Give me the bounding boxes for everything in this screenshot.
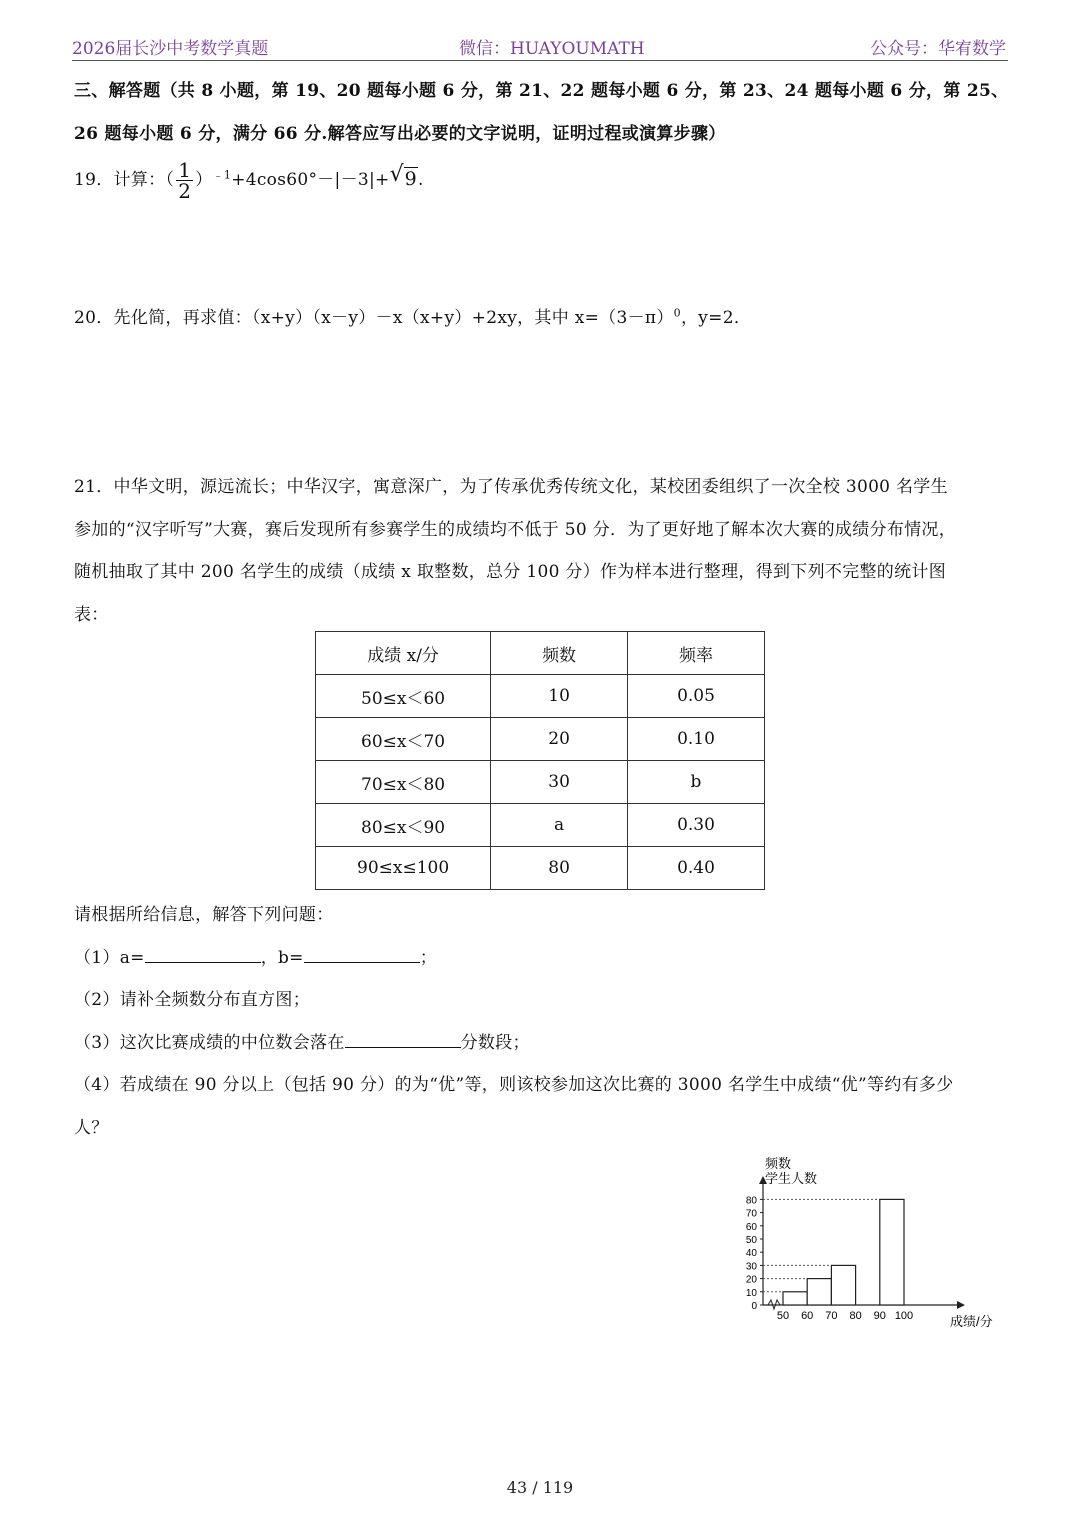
table-row xyxy=(316,718,765,761)
histogram-bar xyxy=(783,1292,807,1305)
section-title-line1: 三、解答题（共 8 小题，第 19、20 题每小题 6 分，第 21、22 题每小题 6 分，第 23、24 题每小题 6 分，第 25、 xyxy=(74,81,1009,101)
answer-blank-median[interactable] xyxy=(345,1033,461,1048)
header-right: 公众号：华宥数学 xyxy=(870,39,1006,59)
question-part-3 xyxy=(74,1028,530,1053)
histogram-chart xyxy=(735,1150,1010,1335)
table-row xyxy=(316,804,765,847)
q19-prefix: 19．计算：（ xyxy=(74,170,175,190)
table-row xyxy=(316,761,765,804)
q20-text: 20．先化简，再求值：（x+y）（x－y）－x（x+y）+2xy，其中 x=（3－π） xyxy=(74,308,674,328)
y-tick-label: 50 xyxy=(745,1235,757,1246)
question-part-4-line1: （4）若成绩在 90 分以上（包括 90 分）的为“优”等，则该校参加这次比赛的 3000 名学生中成绩“优”等约有多少 xyxy=(74,1075,954,1095)
y-axis-label-1: 频数 xyxy=(765,1156,792,1171)
q19-middle: +4cos60°－|－3|+ xyxy=(231,170,390,190)
header-left: 2026届长沙中考数学真题 xyxy=(72,39,269,59)
p3-b: 分数段； xyxy=(460,1033,530,1053)
q19-frac-den: 2 xyxy=(178,179,192,203)
table-header-cell: 频数 xyxy=(491,632,628,675)
q19-frac-num: 1 xyxy=(178,158,192,182)
y-tick-label: 0 xyxy=(751,1301,757,1312)
table-header-cell: 频率 xyxy=(627,632,764,675)
y-tick-label: 20 xyxy=(745,1274,757,1286)
table-cell: 0.05 xyxy=(627,675,764,718)
question-20 xyxy=(74,303,751,328)
table-cell: 50≤x＜60 xyxy=(316,675,491,718)
q19-exp: ﹣1 xyxy=(212,168,232,182)
question-part-1 xyxy=(74,943,437,968)
x-tick-label: 50 xyxy=(776,1310,790,1322)
p3-a: （3）这次比赛成绩的中位数会落在 xyxy=(74,1033,345,1053)
q19-fraction xyxy=(176,160,193,201)
questions-intro: 请根据所给信息，解答下列问题： xyxy=(74,905,334,925)
histogram-bar xyxy=(831,1265,855,1305)
table-cell: b xyxy=(627,761,764,804)
q21-line3: 随机抽取了其中 200 名学生的成绩（成绩 x 取整数，总分 100 分）作为样本进行整理，得到下列不完整的统计图 xyxy=(74,562,947,582)
frequency-table xyxy=(315,631,765,890)
q19-sqrt xyxy=(389,162,418,190)
table-row xyxy=(316,675,765,718)
q21-line1: 21．中华文明，源远流长；中华汉字，寓意深广，为了传承优秀传统文化，某校团委组织了一次全校 3000 名学生 xyxy=(74,477,948,497)
q20-exp: 0 xyxy=(673,306,681,320)
x-axis-label: 成绩/分 xyxy=(950,1314,993,1329)
q21-line4: 表： xyxy=(74,605,109,625)
table-cell: a xyxy=(491,804,628,847)
table-cell: 20 xyxy=(491,718,628,761)
question-19 xyxy=(74,160,424,201)
table-row xyxy=(316,847,765,890)
p1-b-label: ，b= xyxy=(260,948,304,968)
answer-blank-b[interactable] xyxy=(304,948,420,963)
q19-radicand: 9 xyxy=(404,168,417,190)
table-cell: 0.30 xyxy=(627,804,764,847)
x-tick-label: 100 xyxy=(894,1310,914,1322)
table-cell: 0.10 xyxy=(627,718,764,761)
y-tick-label: 40 xyxy=(745,1248,757,1260)
p1-end: ； xyxy=(419,948,438,968)
y-tick-label: 70 xyxy=(745,1208,757,1220)
y-axis-label-2: 学生人数 xyxy=(765,1171,818,1186)
table-cell: 0.40 xyxy=(627,847,764,890)
table-header-row xyxy=(316,632,765,675)
histogram-marks xyxy=(746,1176,965,1322)
x-tick-label: 80 xyxy=(849,1310,862,1322)
q19-end: . xyxy=(417,170,424,190)
section-title-line2: 26 题每小题 6 分，满分 66 分.解答应写出必要的文字说明，证明过程或演算步骤） xyxy=(74,124,726,144)
x-tick-label: 90 xyxy=(873,1310,886,1322)
y-tick-label: 30 xyxy=(745,1261,757,1273)
table-cell: 60≤x＜70 xyxy=(316,718,491,761)
x-tick-label: 70 xyxy=(825,1310,838,1322)
q20-end: ，y=2． xyxy=(680,308,752,328)
histogram-bar xyxy=(807,1279,831,1305)
table-cell: 90≤x≤100 xyxy=(316,847,491,890)
header-middle: 微信：HUAYOUMATH xyxy=(459,39,645,59)
y-tick-label: 80 xyxy=(745,1195,757,1207)
x-tick-label: 60 xyxy=(801,1310,814,1322)
table-cell: 70≤x＜80 xyxy=(316,761,491,804)
table-cell: 80≤x＜90 xyxy=(316,804,491,847)
question-part-4-line2: 人？ xyxy=(74,1118,109,1138)
x-axis-arrow-icon xyxy=(957,1301,965,1309)
page-number: 43 / 119 xyxy=(506,1478,574,1497)
p1-a-label: （1）a= xyxy=(74,948,145,968)
table-cell: 10 xyxy=(491,675,628,718)
table-cell: 80 xyxy=(491,847,628,890)
q21-line2: 参加的“汉字听写”大赛，赛后发现所有参赛学生的成绩均不低于 50 分．为了更好地了解本次大赛的成绩分布情况， xyxy=(74,520,957,540)
y-tick-label: 60 xyxy=(745,1221,757,1233)
page-header xyxy=(72,32,1008,61)
answer-blank-a[interactable] xyxy=(145,948,261,963)
table-cell: 30 xyxy=(491,761,628,804)
histogram-bar xyxy=(880,1199,904,1305)
table-header-cell: 成绩 x/分 xyxy=(316,632,491,675)
sqrt-icon: √ xyxy=(389,162,404,187)
y-tick-label: 10 xyxy=(745,1287,757,1299)
question-part-2: （2）请补全频数分布直方图； xyxy=(74,990,311,1010)
q19-close: ） xyxy=(195,170,213,190)
